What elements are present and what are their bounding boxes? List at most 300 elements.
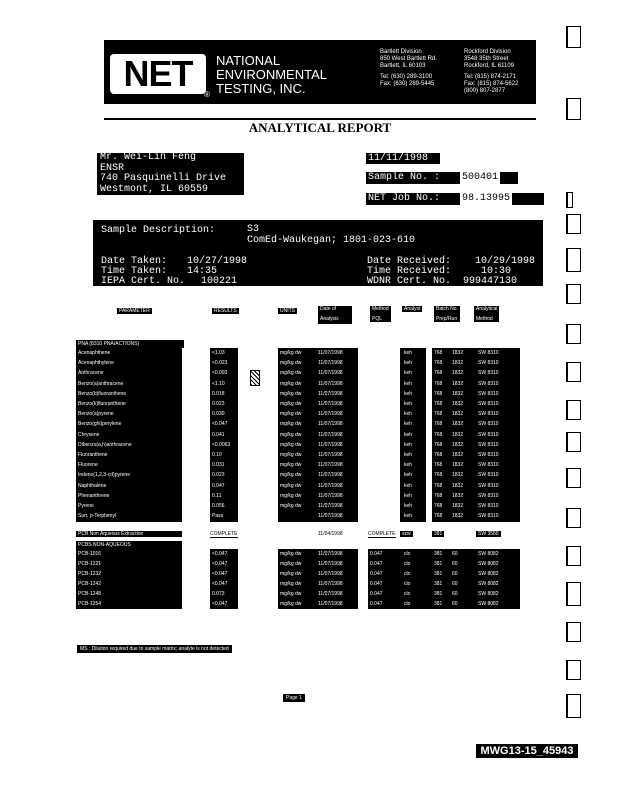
cell-method: SW 8310 <box>478 452 499 458</box>
pcb-extraction-row <box>0 530 618 540</box>
cell-parameter: Indeno(1,2,3-cd)pyrene <box>78 472 130 479</box>
client-city: Westmont, IL 60559 <box>100 183 209 195</box>
net-logo: NET <box>110 54 206 94</box>
date-received-label: Date Received: <box>367 256 452 267</box>
cell-result: 0.041 <box>212 431 225 438</box>
header-analytical-line2: Method <box>476 316 493 322</box>
cell-parameter: Benzo(a)anthracene <box>78 380 124 387</box>
cell-units: mg/kg dw <box>280 462 302 469</box>
cell-units: mg/kg dw <box>280 482 302 489</box>
margin-mark <box>566 660 581 680</box>
cell-method: SW 8082 <box>478 581 499 587</box>
pcb-extraction-result: COMPLETE <box>210 531 238 537</box>
cell-run: 1832 <box>452 360 464 367</box>
cell-date: 11/07/1998 <box>318 492 343 499</box>
cell-prep: 768 <box>434 513 443 520</box>
cell-run: 1832 <box>452 503 464 509</box>
margin-mark <box>566 248 581 272</box>
cell-method: SW 8310 <box>478 421 499 428</box>
cell-parameter: Phenanthrene <box>78 492 110 499</box>
header-parameter: PARAMETER <box>119 308 150 314</box>
cell-date: 11/07/1998 <box>318 452 343 458</box>
cell-analyst: keh <box>404 513 413 520</box>
cell-date: 11/07/1998 <box>318 401 343 407</box>
cell-method: SW 8310 <box>478 431 499 438</box>
dilution-footnote: MS : Dilution required due to sample matrix; analyte is not detected <box>77 645 232 653</box>
cell-date: 11/07/1998 <box>318 571 343 577</box>
cell-units: mg/kg dw <box>280 492 302 499</box>
sample-no-value: 500401 <box>462 172 499 183</box>
cell-run: 60 <box>452 571 458 577</box>
job-no-label: NET Job No.: <box>368 193 441 204</box>
margin-mark <box>566 508 581 528</box>
cell-parameter: PCB-1016 <box>78 551 102 557</box>
margin-mark <box>566 400 581 420</box>
cell-units: mg/kg dw <box>280 581 302 587</box>
header-analyst: Analyst <box>404 306 421 312</box>
cell-method: SW 8310 <box>478 390 499 397</box>
margin-mark <box>566 546 581 566</box>
pcb-results-table <box>0 549 618 611</box>
company-line-1: NATIONAL <box>216 53 281 68</box>
cell-prep: 768 <box>434 421 443 428</box>
sample-description-line1: S3 <box>247 224 260 235</box>
sample-info-block <box>93 220 543 286</box>
cell-date: 11/07/1998 <box>318 360 343 367</box>
office-line: Bartlett Division <box>380 49 422 55</box>
office-line: Tel: (815) 874-2171 <box>464 74 517 80</box>
cell-units: mg/kg dw <box>280 390 302 397</box>
cell-parameter: Benzo(a)pyrene <box>78 411 114 418</box>
table-row <box>0 430 618 440</box>
pcb-extraction-pql: COMPLETE <box>368 531 396 537</box>
office-line: Fax: (630) 289-5445 <box>380 81 435 87</box>
cell-analyst: keh <box>404 462 413 469</box>
cell-analyst: keh <box>404 360 413 367</box>
table-row <box>0 579 618 589</box>
cell-result: <0.047 <box>212 581 228 587</box>
cell-analyst: keh <box>404 421 413 428</box>
cell-units: mg/kg dw <box>280 421 302 428</box>
cell-method: SW 8310 <box>478 370 499 377</box>
company-name <box>216 54 327 96</box>
cell-run: 1832 <box>452 492 464 499</box>
cell-pql: 0.047 <box>370 551 383 557</box>
cell-result: 0.018 <box>212 390 225 397</box>
cell-result: <0.047 <box>212 601 228 607</box>
header-batch-line2: Prep/Run <box>436 316 458 322</box>
sample-description-label: Sample Description: <box>101 225 216 236</box>
cell-pql: 0.007 <box>370 441 383 448</box>
cell-pql: 0.0040 <box>370 401 386 407</box>
cell-method: SW 8082 <box>478 571 499 577</box>
cell-run: 1832 <box>452 380 464 387</box>
margin-mark <box>566 468 581 488</box>
client-address-block <box>97 153 244 195</box>
page-number: Page 1 <box>283 694 305 702</box>
cell-result: Pass <box>212 513 224 520</box>
rockford-office-address <box>464 49 518 95</box>
header-method-pql <box>370 306 391 322</box>
cell-parameter: Acenaphthylene <box>78 360 114 367</box>
cell-pql: 0.047 <box>370 370 383 377</box>
sample-no-row <box>366 172 518 184</box>
cell-date: 11/07/1998 <box>318 431 343 438</box>
header-analytical-method <box>474 306 499 322</box>
cell-prep: 768 <box>434 441 443 448</box>
table-row <box>0 599 618 609</box>
table-row <box>0 419 618 429</box>
time-received-value: 10:30 <box>481 266 512 277</box>
office-line: Fax: (815) 874-5622 <box>464 81 519 87</box>
table-row <box>0 549 618 559</box>
cell-pql: 0.0042 <box>370 390 386 397</box>
pna-section-label: PNA (8310 PNA/ACTIONS) <box>76 340 184 348</box>
cell-run: 1832 <box>452 482 464 489</box>
cell-method: SW 8310 <box>478 441 499 448</box>
office-line: Tel: (630) 289-3100 <box>380 74 433 80</box>
table-row <box>0 511 618 521</box>
cell-parameter: Chrysene <box>78 431 100 438</box>
cell-method: SW 8082 <box>478 591 499 597</box>
time-taken-value: 14:35 <box>187 266 218 277</box>
cell-prep: 768 <box>434 452 443 458</box>
cell-result: <0.093 <box>212 370 228 377</box>
pcb-extraction-date: 11/04/1998 <box>318 531 343 537</box>
cell-pql: 0.04 <box>370 431 380 438</box>
cell-result: <0.023 <box>212 360 228 367</box>
table-row <box>0 358 618 368</box>
table-row <box>0 409 618 419</box>
cell-pql: 0.047 <box>370 581 383 587</box>
cell-analyst: keh <box>404 482 413 489</box>
cell-date: 11/07/1998 <box>318 472 343 479</box>
cell-date: 11/07/1998 <box>318 601 343 607</box>
cell-units: mg/kg dw <box>280 503 302 509</box>
table-row <box>0 569 618 579</box>
pcb-section-label: PCBS NON-AQUEOUS <box>76 541 182 549</box>
cell-method: SW 8310 <box>478 492 499 499</box>
margin-mark <box>566 694 581 718</box>
margin-mark <box>566 214 581 234</box>
table-row <box>0 501 618 511</box>
table-row <box>0 368 618 378</box>
cell-result: 0.047 <box>212 482 225 489</box>
table-row <box>0 559 618 569</box>
cell-date: 11/07/1998 <box>318 462 343 469</box>
cell-result: 0.023 <box>212 472 225 479</box>
cell-analyst: clo <box>404 571 411 577</box>
cell-run: 60 <box>452 551 458 557</box>
cell-prep: 381 <box>434 551 443 557</box>
cell-method: SW 8310 <box>478 380 499 387</box>
cell-date: 11/07/1998 <box>318 591 343 597</box>
cell-date: 11/07/1998 <box>318 390 343 397</box>
cell-result: <0.047 <box>212 571 228 577</box>
margin-mark <box>566 26 581 48</box>
cell-parameter: Anthracene <box>78 370 104 377</box>
cell-parameter: Fluorene <box>78 462 98 469</box>
cell-run: 60 <box>452 601 458 607</box>
table-row <box>0 348 618 358</box>
cell-parameter: Surr. p-Terphenyl <box>78 513 117 520</box>
cell-prep: 768 <box>434 350 443 356</box>
cell-pql: 0.029 <box>370 482 383 489</box>
margin-mark <box>566 362 581 382</box>
cell-parameter: Naphthalene <box>78 482 107 489</box>
bartlett-office-address <box>380 49 437 88</box>
cell-pql: 0.023 <box>370 452 383 458</box>
header-batch-line1: Batch No. <box>436 306 458 312</box>
cell-date: 11/07/1998 <box>318 513 343 520</box>
cell-prep: 381 <box>434 591 443 597</box>
cell-date: 11/07/1998 <box>318 370 343 377</box>
header-analytical-line1: Analytical <box>476 306 498 312</box>
job-no-row <box>366 193 544 205</box>
client-name: Mr. Wei-Lin Feng <box>100 152 197 163</box>
cell-result: <0.047 <box>212 421 228 428</box>
cell-run: 1832 <box>452 421 464 428</box>
header-results: RESULTS <box>214 308 237 314</box>
cell-date: 11/07/1998 <box>318 503 343 509</box>
cell-analyst: keh <box>404 503 413 509</box>
office-line: (800) 807-2877 <box>464 88 506 94</box>
cell-analyst: keh <box>404 472 413 479</box>
cell-run: 1832 <box>452 370 464 377</box>
cell-analyst: keh <box>404 452 413 458</box>
cell-prep: 768 <box>434 411 443 418</box>
client-street: 740 Pasquinelli Drive <box>100 173 227 184</box>
header-date-of-analysis <box>318 306 352 324</box>
bates-number: MWG13-15_45943 <box>476 744 578 758</box>
cell-run: 1832 <box>452 431 464 438</box>
cell-units: mg/kg dw <box>280 350 302 356</box>
cell-date: 11/07/1998 <box>318 421 343 428</box>
cell-result: 0.031 <box>212 462 225 469</box>
cell-result: 0.11 <box>212 492 222 499</box>
date-taken-value: 10/27/1998 <box>187 256 248 267</box>
pna-results-table <box>0 348 618 524</box>
cell-method: SW 8310 <box>478 482 499 489</box>
cell-pql: 0.047 <box>370 591 383 597</box>
cell-run: 1832 <box>452 441 464 448</box>
table-row <box>0 460 618 470</box>
cell-method: SW 8310 <box>478 360 499 367</box>
cell-prep: 768 <box>434 431 443 438</box>
cell-units: mg/kg dw <box>280 452 302 458</box>
cell-parameter: Benzo(k)fluoranthene <box>78 401 126 407</box>
cell-analyst: clo <box>404 581 411 587</box>
table-row <box>0 379 618 389</box>
cell-units: mg/kg dw <box>280 551 302 557</box>
cell-parameter: Acenaphthene <box>78 350 111 356</box>
cell-analyst: keh <box>404 380 413 387</box>
cell-run: 60 <box>452 581 458 587</box>
cell-pql: 0.023 <box>370 503 383 509</box>
office-line: 850 West Bartlett Rd. <box>380 56 437 62</box>
cell-result: <0.0063 <box>212 441 231 448</box>
cell-units: mg/kg dw <box>280 441 302 448</box>
cell-analyst: clo <box>404 591 411 597</box>
cell-run: 1832 <box>452 401 464 407</box>
cell-method: SW 8310 <box>478 401 499 407</box>
cell-result: 0.023 <box>212 401 225 407</box>
margin-mark <box>566 432 581 452</box>
job-no-value: 98.13995 <box>462 193 511 204</box>
cell-date: 11/07/1998 <box>318 411 343 418</box>
cell-prep: 768 <box>434 462 443 469</box>
cell-run: 60 <box>452 591 458 597</box>
cell-prep: 381 <box>434 601 443 607</box>
cell-analyst: keh <box>404 350 413 356</box>
header-method-line2: PQL <box>372 316 383 322</box>
pcb-extraction-analyst: szw <box>402 531 411 537</box>
cell-analyst: keh <box>404 492 413 499</box>
cell-run: 1832 <box>452 513 464 520</box>
cell-date: 11/07/1998 <box>318 581 343 587</box>
sample-no-label: Sample No. : <box>368 172 441 183</box>
cell-analyst: clo <box>404 561 411 567</box>
cell-parameter: PCB-1232 <box>78 571 102 577</box>
sample-description-line2: ComEd-Waukegan; 1801-023-610 <box>247 235 416 246</box>
cell-run: 1832 <box>452 472 464 479</box>
cell-parameter: Fluoranthene <box>78 452 108 458</box>
header-date-line1: Date of <box>320 306 337 312</box>
table-row <box>0 399 618 409</box>
cell-prep: 768 <box>434 503 443 509</box>
cell-method: SW 8310 <box>478 472 499 479</box>
cell-parameter: Benzo(ghi)perylene <box>78 421 122 428</box>
table-row <box>0 389 618 399</box>
office-line: Bartlett, IL 60103 <box>380 63 426 69</box>
cell-analyst: keh <box>404 411 413 418</box>
cell-date: 11/07/1998 <box>318 441 343 448</box>
cell-analyst: keh <box>404 431 413 438</box>
company-line-3: TESTING, INC. <box>216 81 306 96</box>
client-company: ENSR <box>100 162 125 174</box>
cell-analyst: keh <box>404 441 413 448</box>
cell-units: mg/kg dw <box>280 472 302 479</box>
cell-units: mg/kg dw <box>280 380 302 387</box>
cell-pql: 0.047 <box>370 492 383 499</box>
margin-mark <box>566 622 581 642</box>
registered-mark: ® <box>204 90 210 99</box>
header-units: UNITS <box>280 308 295 314</box>
cell-result: 0.073 <box>212 591 225 597</box>
date-received-value: 10/29/1998 <box>475 256 536 267</box>
cell-result: 0.10 <box>212 452 222 458</box>
cell-pql: 0.0054 <box>370 411 386 418</box>
table-row <box>0 491 618 501</box>
cell-pql: 0.0030 <box>370 380 386 387</box>
margin-mark <box>566 324 581 344</box>
cell-analyst: clo <box>404 601 411 607</box>
cell-result: <1.10 <box>212 380 225 387</box>
cell-units: mg/kg dw <box>280 360 302 367</box>
iepa-cert-label: IEPA Cert. No. <box>101 276 186 287</box>
cell-date: 11/07/1998 <box>318 380 343 387</box>
iepa-cert-value: 100221 <box>201 276 238 287</box>
margin-mark <box>566 192 573 208</box>
cell-prep: 381 <box>434 571 443 577</box>
cell-parameter: Benzo(b)fluoranthene <box>78 390 127 397</box>
cell-date: 11/07/1998 <box>318 350 343 356</box>
table-row <box>0 470 618 480</box>
cell-result: <0.047 <box>212 551 228 557</box>
cell-units: mg/kg dw <box>280 401 302 407</box>
header-method-line1: Method <box>372 306 389 312</box>
cell-units: mg/kg dw <box>280 370 302 377</box>
cell-method: SW 8082 <box>478 551 499 557</box>
cell-date: 11/07/1998 <box>318 561 343 567</box>
cell-pql: 0.023 <box>370 462 383 469</box>
cell-result: 0.056 <box>212 503 225 509</box>
office-line: Rockford Division <box>464 49 511 55</box>
cell-parameter: PCB-1221 <box>78 561 102 567</box>
cell-analyst: keh <box>404 401 413 407</box>
cell-result: 0.030 <box>212 411 225 418</box>
report-date: 11/11/1998 <box>366 153 440 164</box>
cell-run: 1832 <box>452 390 464 397</box>
cell-units: mg/kg dw <box>280 571 302 577</box>
margin-mark <box>566 98 581 120</box>
cell-units: mg/kg dw <box>280 411 302 418</box>
wdnr-cert-label: WDNR Cert. No. <box>367 276 452 287</box>
cell-pql: 0.023 <box>370 350 383 356</box>
cell-prep: 768 <box>434 390 443 397</box>
cell-prep: 381 <box>434 561 443 567</box>
office-line: Rockford, IL 61109 <box>464 63 515 69</box>
table-row <box>0 440 618 450</box>
letterhead-banner <box>104 40 536 104</box>
cell-prep: 768 <box>434 380 443 387</box>
cell-analyst: clo <box>404 551 411 557</box>
cell-method: SW 8310 <box>478 503 499 509</box>
cell-prep: 768 <box>434 370 443 377</box>
cell-method: SW 8082 <box>478 561 499 567</box>
cell-prep: 768 <box>434 482 443 489</box>
cell-pql: 0.047 <box>370 421 383 428</box>
cell-parameter: Dibenzo(a,h)anthracene <box>78 441 132 448</box>
margin-mark <box>566 582 581 606</box>
cell-result: <0.047 <box>212 561 228 567</box>
table-row <box>0 481 618 491</box>
pcb-extraction-param: PCB Non Aqueous Extraction <box>76 531 182 537</box>
report-title: ANALYTICAL REPORT <box>104 118 536 134</box>
cell-units: mg/kg dw <box>280 561 302 567</box>
header-batch-no <box>434 306 460 322</box>
cell-pql: 0.047 <box>370 561 383 567</box>
pcb-extraction-method: SW 3550 <box>478 531 499 537</box>
cell-method: SW 8082 <box>478 601 499 607</box>
cell-date: 11/07/1998 <box>318 482 343 489</box>
cell-parameter: PCB-1248 <box>78 591 102 597</box>
date-taken-label: Date Taken: <box>101 256 168 267</box>
cell-run: 1832 <box>452 411 464 418</box>
cell-prep: 768 <box>434 472 443 479</box>
office-line: 3548 35th Street <box>464 56 509 62</box>
cell-prep: 768 <box>434 360 443 367</box>
cell-run: 1832 <box>452 462 464 469</box>
table-row <box>0 450 618 460</box>
time-taken-label: Time Taken: <box>101 266 168 277</box>
cell-result: <1.03 <box>212 350 225 356</box>
cell-run: 60 <box>452 561 458 567</box>
cell-run: 1832 <box>452 452 464 458</box>
cell-prep: 768 <box>434 401 443 407</box>
margin-mark <box>566 284 581 304</box>
cell-units: mg/kg dw <box>280 431 302 438</box>
